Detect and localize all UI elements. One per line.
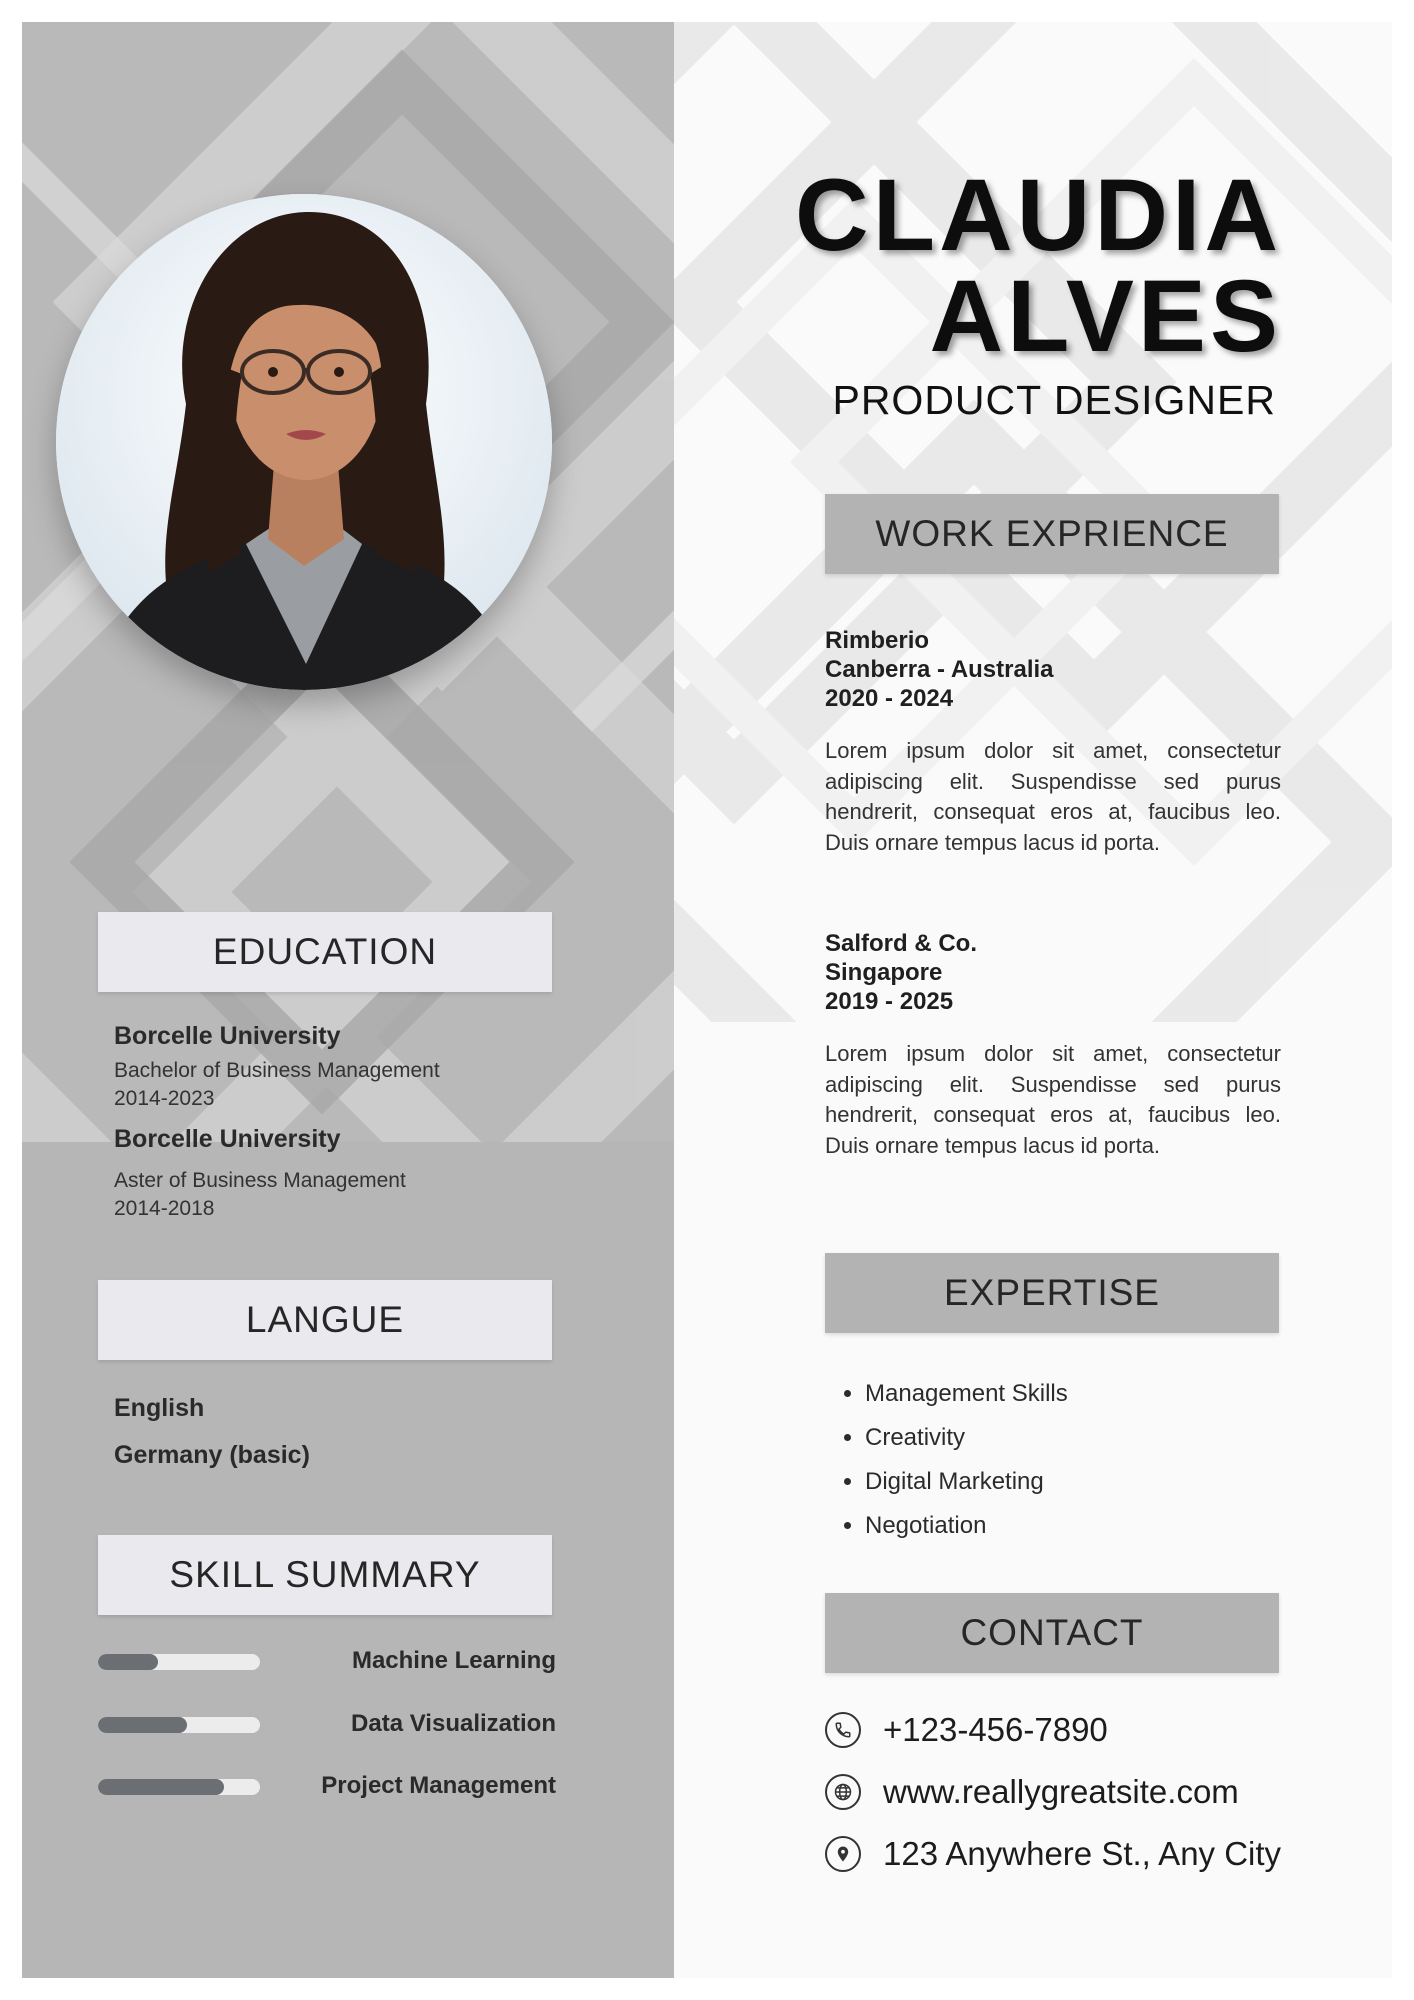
profile-photo bbox=[56, 194, 552, 690]
portrait-illustration bbox=[56, 194, 552, 690]
skills-heading bbox=[98, 1535, 552, 1615]
education-degree: Bachelor of Business Management bbox=[114, 1059, 440, 1082]
contact-address: 123 Anywhere St., Any City bbox=[883, 1835, 1282, 1872]
job-years: 2020 - 2024 bbox=[825, 685, 954, 712]
skill-bar-project-management bbox=[98, 1779, 260, 1795]
name-first: CLAUDIA bbox=[795, 158, 1282, 272]
expertise-item: • Creativity bbox=[865, 1416, 1068, 1460]
job-entry-header bbox=[825, 626, 1054, 713]
location-pin-icon bbox=[825, 1836, 861, 1872]
education-heading bbox=[98, 912, 552, 992]
skill-label: Project Management bbox=[321, 1772, 556, 1799]
languages-heading bbox=[98, 1280, 552, 1360]
contact-heading-text: CONTACT bbox=[960, 1612, 1144, 1653]
languages-heading-text: LANGUE bbox=[245, 1299, 405, 1340]
skill-bar-machine-learning bbox=[98, 1654, 260, 1670]
expertise-heading-text: EXPERTISE bbox=[943, 1272, 1160, 1313]
expertise-list bbox=[825, 1372, 1068, 1548]
left-sidebar bbox=[22, 22, 674, 1978]
resume-page bbox=[22, 22, 1392, 1978]
work-heading-text: WORK EXPRIENCE bbox=[875, 513, 1229, 554]
skill-bar-fill bbox=[98, 1779, 224, 1795]
expertise-item: • Management Skills bbox=[865, 1372, 1068, 1416]
education-school: Borcelle University bbox=[114, 1125, 341, 1153]
education-heading-text: EDUCATION bbox=[212, 931, 438, 972]
job-company: Salford & Co. bbox=[825, 930, 978, 957]
job-company: Rimberio bbox=[825, 627, 930, 654]
contact-phone-row bbox=[825, 1707, 1108, 1753]
language-item: English bbox=[114, 1394, 205, 1422]
job-location: Canberra - Australia bbox=[825, 656, 1054, 683]
education-degree: Aster of Business Management bbox=[114, 1169, 406, 1192]
language-item: Germany (basic) bbox=[114, 1441, 310, 1469]
contact-address-row bbox=[825, 1831, 1281, 1877]
job-entry-header bbox=[825, 929, 977, 1016]
job-years: 2019 - 2025 bbox=[825, 988, 954, 1015]
skill-bar-data-visualization bbox=[98, 1717, 260, 1733]
expertise-item: • Digital Marketing bbox=[865, 1460, 1068, 1504]
job-description: Lorem ipsum dolor sit amet, consectetur adipiscing elit. Suspendisse sed purus hendrerit, consequat eros at, faucibus leo. Duis ornare tempus lacus id porta. bbox=[825, 738, 1281, 855]
name-last: ALVES bbox=[929, 259, 1282, 373]
education-years: 2014-2018 bbox=[114, 1197, 215, 1220]
contact-heading bbox=[825, 1593, 1279, 1673]
skills-heading-text: SKILL SUMMARY bbox=[169, 1554, 481, 1595]
phone-icon bbox=[825, 1712, 861, 1748]
job-title: PRODUCT DESIGNER bbox=[832, 377, 1276, 423]
globe-icon bbox=[825, 1774, 861, 1810]
education-years: 2014-2023 bbox=[114, 1087, 215, 1110]
contact-website-row bbox=[825, 1769, 1239, 1815]
contact-website[interactable]: www.reallygreatsite.com bbox=[883, 1773, 1239, 1810]
skill-bar-fill bbox=[98, 1654, 158, 1670]
skill-label: Data Visualization bbox=[351, 1710, 556, 1737]
work-heading bbox=[825, 494, 1279, 574]
job-description: Lorem ipsum dolor sit amet, consectetur adipiscing elit. Suspendisse sed purus hendrerit, consequat eros at, faucibus leo. Duis ornare tempus lacus id porta. bbox=[825, 1041, 1281, 1158]
contact-phone[interactable]: +123-456-7890 bbox=[883, 1711, 1108, 1748]
expertise-heading bbox=[825, 1253, 1279, 1333]
expertise-item: • Negotiation bbox=[865, 1504, 1068, 1548]
skill-label: Machine Learning bbox=[351, 1647, 556, 1674]
education-school: Borcelle University bbox=[114, 1022, 341, 1050]
skill-bar-fill bbox=[98, 1717, 187, 1733]
job-location: Singapore bbox=[825, 959, 943, 986]
